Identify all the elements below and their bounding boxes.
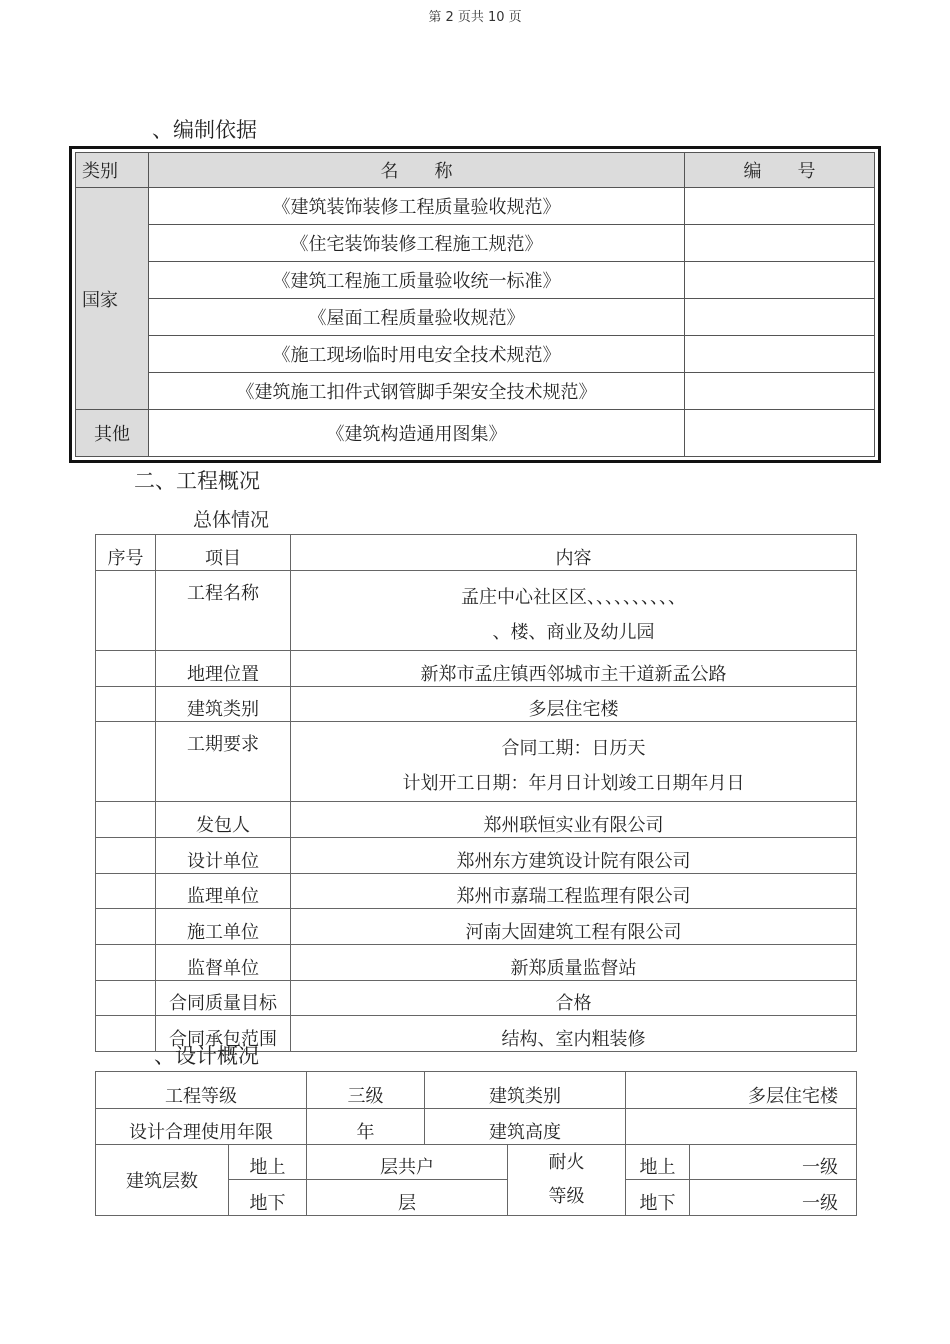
design-label: 建筑高度 xyxy=(425,1109,626,1145)
standard-name: 《建筑施工扣件式钢管脚手架安全技术规范》 xyxy=(149,373,685,410)
fire-below-value: 一级 xyxy=(690,1180,857,1216)
column-header-name: 名 称 xyxy=(149,153,685,188)
standard-code xyxy=(685,262,875,299)
row-index xyxy=(96,802,156,838)
table-row xyxy=(76,373,875,410)
table-row xyxy=(76,262,875,299)
column-header-content: 内容 xyxy=(291,535,857,571)
design-label: 建筑类别 xyxy=(425,1072,626,1109)
row-content: 多层住宅楼 xyxy=(291,687,857,722)
overview-table xyxy=(95,534,857,1052)
table-row xyxy=(76,336,875,373)
table-row xyxy=(96,838,857,874)
row-index xyxy=(96,981,156,1016)
row-content: 郑州联恒实业有限公司 xyxy=(291,802,857,838)
design-label: 工程等级 xyxy=(96,1072,307,1109)
table-header-row xyxy=(76,153,875,188)
table-row xyxy=(96,1109,857,1145)
design-value: 三级 xyxy=(307,1072,425,1109)
row-index xyxy=(96,651,156,687)
fire-above-value: 一级 xyxy=(690,1145,857,1180)
standard-code xyxy=(685,225,875,262)
standard-name: 《建筑装饰装修工程质量验收规范》 xyxy=(149,188,685,225)
section-heading-design: 、设计概况 xyxy=(154,1044,259,1068)
subheading-general: 总体情况 xyxy=(193,509,270,531)
row-content-line: 合同工期：日历天 xyxy=(501,738,646,759)
section-heading-basis: 、编制依据 xyxy=(152,118,257,142)
standard-name: 《住宅装饰装修工程施工规范》 xyxy=(149,225,685,262)
table-row xyxy=(96,651,857,687)
row-item: 监理单位 xyxy=(156,874,291,909)
row-item: 合同质量目标 xyxy=(156,981,291,1016)
row-content xyxy=(291,722,857,802)
column-header-category: 类别 xyxy=(76,153,149,188)
row-item: 工程名称 xyxy=(156,571,291,651)
row-content xyxy=(291,571,857,651)
row-index xyxy=(96,1016,156,1052)
row-content: 合格 xyxy=(291,981,857,1016)
standard-name: 《施工现场临时用电安全技术规范》 xyxy=(149,336,685,373)
table-row xyxy=(96,1072,857,1109)
above-ground-value: 层共户 xyxy=(307,1145,508,1180)
row-content: 河南大固建筑工程有限公司 xyxy=(291,909,857,945)
row-item: 工期要求 xyxy=(156,722,291,802)
table-row xyxy=(96,945,857,981)
row-index xyxy=(96,722,156,802)
design-table xyxy=(95,1071,857,1216)
above-ground-label: 地上 xyxy=(229,1145,307,1180)
standard-code xyxy=(685,410,875,457)
row-content: 郑州市嘉瑞工程监理有限公司 xyxy=(291,874,857,909)
table-row xyxy=(96,874,857,909)
fire-rating-label-line: 等级 xyxy=(548,1186,585,1207)
basis-table xyxy=(75,152,875,457)
page-number-header: 第 2 页共 10 页 xyxy=(428,10,522,25)
row-content-line: 、楼、商业及幼儿园 xyxy=(492,622,655,643)
table-row xyxy=(76,225,875,262)
standard-code xyxy=(685,373,875,410)
row-content-line: 孟庄中心社区区、、、、、、、、、、 xyxy=(461,587,686,608)
design-value xyxy=(626,1109,857,1145)
basis-table-frame xyxy=(69,146,881,463)
table-row xyxy=(76,188,875,225)
category-national: 国家 xyxy=(76,188,149,410)
table-row xyxy=(96,687,857,722)
row-item: 监督单位 xyxy=(156,945,291,981)
fire-rating-label-line: 耐火 xyxy=(548,1152,585,1173)
row-item: 建筑类别 xyxy=(156,687,291,722)
column-header-code: 编 号 xyxy=(685,153,875,188)
design-label: 设计合理使用年限 xyxy=(96,1109,307,1145)
design-value: 年 xyxy=(307,1109,425,1145)
row-content: 结构、室内粗装修 xyxy=(291,1016,857,1052)
row-item: 地理位置 xyxy=(156,651,291,687)
table-row xyxy=(96,722,857,802)
standard-code xyxy=(685,336,875,373)
row-item: 发包人 xyxy=(156,802,291,838)
row-item: 设计单位 xyxy=(156,838,291,874)
standard-code xyxy=(685,188,875,225)
row-index xyxy=(96,571,156,651)
row-index xyxy=(96,945,156,981)
row-item: 施工单位 xyxy=(156,909,291,945)
standard-name: 《建筑工程施工质量验收统一标准》 xyxy=(149,262,685,299)
row-index xyxy=(96,909,156,945)
row-content: 新郑质量监督站 xyxy=(291,945,857,981)
design-value: 多层住宅楼 xyxy=(626,1072,857,1109)
section-heading-overview: 二、工程概况 xyxy=(134,469,260,493)
table-row xyxy=(76,410,875,457)
row-item: 合同承包范围 xyxy=(156,1016,291,1052)
below-ground-value: 层 xyxy=(307,1180,508,1216)
category-other: 其他 xyxy=(76,410,149,457)
table-row xyxy=(96,802,857,838)
fire-above-label: 地上 xyxy=(626,1145,690,1180)
row-content-line: 计划开工日期：年月日计划竣工日期年月日 xyxy=(402,773,745,794)
row-content: 郑州东方建筑设计院有限公司 xyxy=(291,838,857,874)
table-row xyxy=(96,1145,857,1180)
row-index xyxy=(96,874,156,909)
column-header-index: 序号 xyxy=(96,535,156,571)
column-header-item: 项目 xyxy=(156,535,291,571)
standard-name: 《屋面工程质量验收规范》 xyxy=(149,299,685,336)
fire-below-label: 地下 xyxy=(626,1180,690,1216)
floors-label: 建筑层数 xyxy=(96,1145,229,1216)
row-index xyxy=(96,687,156,722)
fire-rating-label xyxy=(508,1145,626,1216)
table-row xyxy=(96,909,857,945)
below-ground-label: 地下 xyxy=(229,1180,307,1216)
table-row xyxy=(96,981,857,1016)
row-content: 新郑市孟庄镇西邻城市主干道新孟公路 xyxy=(291,651,857,687)
standard-name: 《建筑构造通用图集》 xyxy=(149,410,685,457)
table-row xyxy=(96,571,857,651)
table-header-row xyxy=(96,535,857,571)
table-row xyxy=(76,299,875,336)
row-index xyxy=(96,838,156,874)
standard-code xyxy=(685,299,875,336)
